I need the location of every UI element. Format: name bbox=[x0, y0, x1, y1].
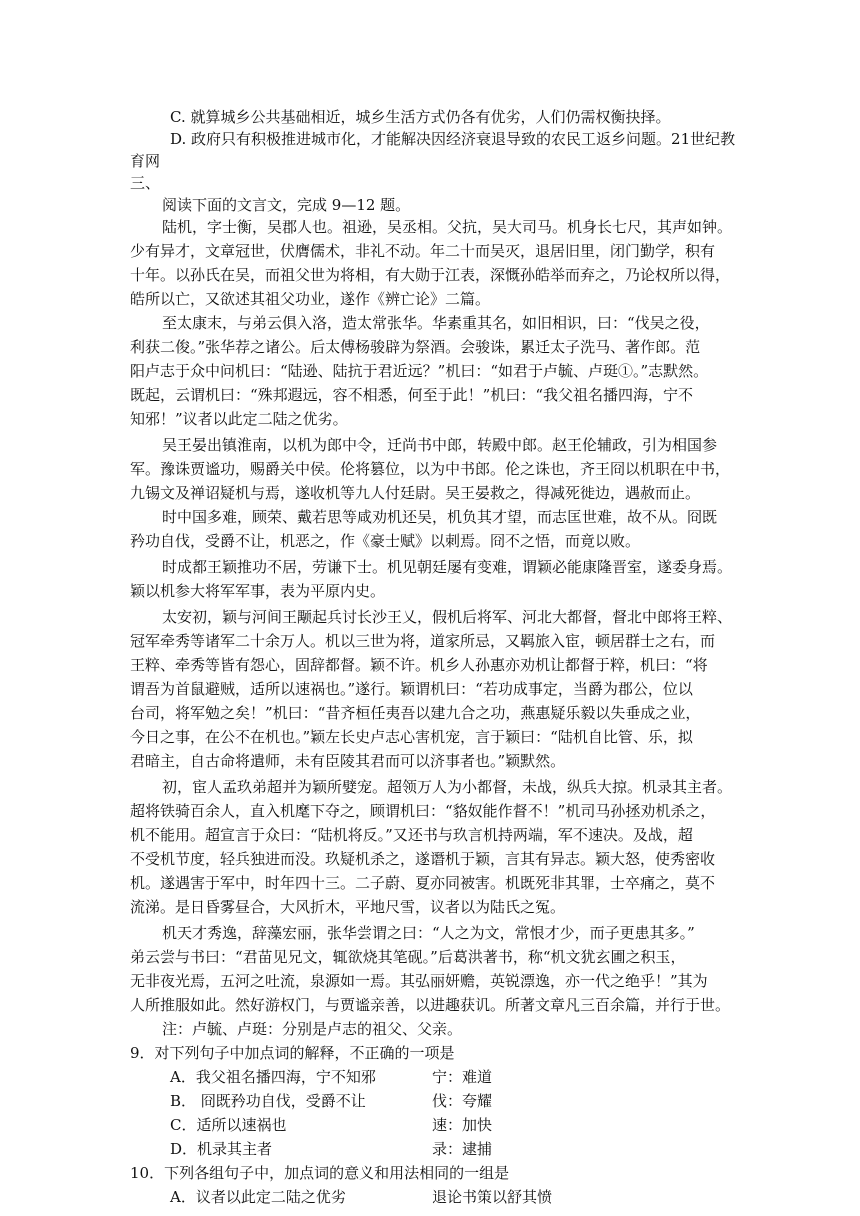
passage-line: 时中国多难，顾荣、戴若思等咸劝机还吴，机负其才望，而志匡世难，故不从。冏既 bbox=[162, 508, 718, 526]
passage-line: 陆机，字士衡，吴郡人也。祖逊，吴丞相。父抗，吴大司马。机身长七尺，其声如钟。 bbox=[162, 218, 733, 236]
q9-option-d-meaning: 录：逮捕 bbox=[432, 1140, 493, 1158]
option-d-prev-line1: D. 政府只有积极推进城市化，才能解决因经济衰退导致的农民工返乡问题。21世纪教 bbox=[170, 130, 736, 148]
q10-option-a-compare: 退论书策以舒其愤 bbox=[432, 1188, 553, 1206]
passage-line: 至太康末，与弟云俱入洛，造太常张华。华素重其名，如旧相识，曰：“伐吴之役， bbox=[162, 314, 710, 332]
passage-line: 台司，将军勉之矣！”机曰：“昔齐桓任夷吾以建九合之功，燕惠疑乐毅以失垂成之业， bbox=[130, 704, 701, 722]
passage-line: 阳卢志于众中问机曰：“陆逊、陆抗于君近远？”机曰：“如君于卢毓、卢珽①。”志默然。 bbox=[130, 362, 709, 380]
passage-line: 弟云尝与书曰：“君苗见兄文，辄欲烧其笔砚。”后葛洪著书，称“机文犹玄圃之积玉， bbox=[130, 948, 686, 966]
passage-line: 王粹、牵秀等皆有怨心，固辞都督。颖不许。机乡人孙惠亦劝机让都督于粹，机曰：“将 bbox=[130, 656, 708, 674]
option-c-prev: C. 就算城乡公共基础相近，城乡生活方式仍各有优劣，人们仍需权衡抉择。 bbox=[170, 108, 671, 126]
passage-line: 流涕。是日昏雾昼合，大风折木，平地尺雪，议者以为陆氏之冤。 bbox=[130, 898, 566, 916]
q9-option-a: A．我父祖名播四海，宁不知邪 bbox=[170, 1068, 376, 1086]
passage-line: 机天才秀逸，辞藻宏丽，张华尝谓之曰：“人之为文，常恨才少，而子更患其多。” bbox=[162, 924, 695, 942]
option-d-prev-line2: 育网 bbox=[130, 152, 161, 170]
passage-line: 冠军牵秀等诸军二十余万人。机以三世为将，道家所忌，又羁旅入宦，顿居群士之右，而 bbox=[130, 632, 716, 650]
q9-option-c-meaning: 速：加快 bbox=[432, 1116, 493, 1134]
passage-line: 军。豫诛贾谧功，赐爵关中侯。伦将篡位，以为中书郎。伦之诛也，齐王冏以机职在中书， bbox=[130, 460, 730, 478]
passage-line: 君暗主，自古命将遣师，未有臣陵其君而可以济事者也。”颖默然。 bbox=[130, 752, 566, 770]
q10-option-a: A．议者以此定二陆之优劣 bbox=[170, 1188, 346, 1206]
passage-line: 谓吾为首鼠避贼，适所以速祸也。”遂行。颖谓机曰：“若功成事定，当爵为郡公，位以 bbox=[130, 680, 693, 698]
passage-line: 今日之事，在公不在机也。”颖左长史卢志心害机宠，言于颖曰：“陆机自比管、乐，拟 bbox=[130, 728, 693, 746]
passage-line: 吴王晏出镇淮南，以机为郎中令，迁尚书中郎，转殿中郎。赵王伦辅政，引为相国参 bbox=[162, 436, 718, 454]
passage-line: 无非夜光焉，五河之吐流，泉源如一焉。其弘丽妍赡，英锐漂逸，亦一代之绝乎！”其为 bbox=[130, 972, 708, 990]
q9-option-b-meaning: 伐：夸耀 bbox=[432, 1092, 493, 1110]
question-10-stem: 10．下列各组句子中，加点词的意义和用法相同的一组是 bbox=[130, 1164, 510, 1182]
passage-line: 人所推服如此。然好游权门，与贾谧亲善，以进趣获讥。所著文章凡三百余篇，并行于世。 bbox=[130, 996, 730, 1014]
passage-line: 利获二俊。”张华荐之诸公。后太傅杨骏辟为祭酒。会骏诛，累迁太子洗马、著作郎。范 bbox=[130, 338, 701, 356]
passage-line: 九锡文及禅诏疑机与焉，遂收机等九人付廷尉。吴王晏救之，得减死徙边，遇赦而止。 bbox=[130, 484, 701, 502]
passage-line: 超将铁骑百余人，直入机麾下夺之，顾谓机曰：“貉奴能作督不！”机司马孙拯劝机杀之， bbox=[130, 802, 716, 820]
passage-line: 太安初，颖与河间王颙起兵讨长沙王乂，假机后将军、河北大都督，督北中郎将王粹、 bbox=[162, 608, 733, 626]
passage-line: 机。遂遇害于军中，时年四十三。二子蔚、夏亦同被害。机既死非其罪，士卒痛之，莫不 bbox=[130, 874, 716, 892]
passage-line: 知邪！”议者以此定二陆之优劣。 bbox=[130, 410, 348, 428]
q9-option-b: B． 冏既矜功自伐，受爵不让 bbox=[170, 1092, 366, 1110]
passage-line: 十年。以孙氏在吴，而祖父世为将相，有大勋于江表，深慨孙皓举而弃之，乃论权所以得， bbox=[130, 266, 730, 284]
passage-line: 矜功自伐，受爵不让，机恶之，作《豪士赋》以刺焉。冏不之悟，而竟以败。 bbox=[130, 532, 641, 550]
passage-line: 既起，云谓机曰：“殊邦遐远，容不相悉，何至于此！”机曰：“我父祖名播四海，宁不 bbox=[130, 386, 694, 404]
question-9-stem: 9．对下列句子中加点词的解释，不正确的一项是 bbox=[130, 1044, 455, 1062]
passage-line: 初，宦人孟玖弟超并为颖所嬖宠。超领万人为小都督，未战，纵兵大掠。机录其主者。 bbox=[162, 778, 733, 796]
q9-option-a-meaning: 宁：难道 bbox=[432, 1068, 493, 1086]
passage-line: 机不能用。超宣言于众曰：“陆机将反。”又还书与玖言机持两端，军不速决。及战，超 bbox=[130, 826, 693, 844]
passage-line: 时成都王颖推功不居，劳谦下士。机见朝廷屡有变难，谓颖必能康隆晋室，遂委身焉。 bbox=[162, 558, 733, 576]
q9-option-d: D．机录其主者 bbox=[170, 1140, 273, 1158]
section-number: 三、 bbox=[130, 174, 161, 192]
passage-line: 颖以机参大将军军事，表为平原内史。 bbox=[130, 582, 386, 600]
passage-line: 不受机节度，轻兵独进而没。玖疑机杀之，遂谮机于颖，言其有异志。颖大怒，使秀密收 bbox=[130, 850, 716, 868]
passage-line: 皓所以亡，又欲述其祖父功业，遂作《辨亡论》二篇。 bbox=[130, 290, 491, 308]
q9-option-c: C．适所以速祸也 bbox=[170, 1116, 287, 1134]
passage-line: 少有异才，文章冠世，伏膺儒术，非礼不动。年二十而吴灭，退居旧里，闭门勤学，积有 bbox=[130, 242, 716, 260]
section-instruction: 阅读下面的文言文，完成 9—12 题。 bbox=[162, 196, 411, 214]
passage-note: 注：卢毓、卢珽：分别是卢志的祖父、父亲。 bbox=[162, 1020, 463, 1038]
